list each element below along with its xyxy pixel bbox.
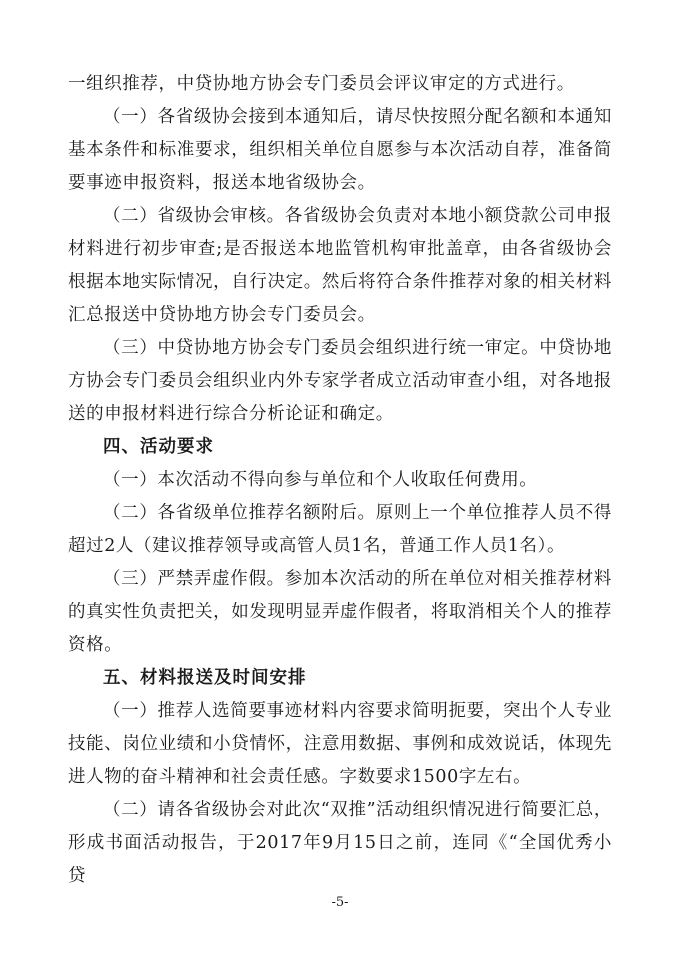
section-heading-4: 四、活动要求 [103, 437, 214, 457]
paragraph-1: 一组织推荐，中贷协地方协会专门委员会评议审定的方式进行。 [68, 74, 575, 94]
paragraph-8: （一）推荐人选简要事迹材料内容要求简明扼要，突出个人专业技能、岗位业绩和小贷情怀，注意用数据、事例和成效说话，体现先进人物的奋斗精神和社会责任感。字数要求1500字左右。 [68, 701, 612, 787]
paragraph-3: （二）省级协会审核。各省级协会负责对本地小额贷款公司申报材料进行初步审查;是否报送本地监管机构审批盖章，由各省级协会根据本地实际情况，自行决定。然后将符合条件推荐对象的相关材料汇总报送中贷协地方协会专门委员会。 [68, 206, 612, 325]
section-heading-5: 五、材料报送及时间安排 [103, 668, 307, 688]
page-number: -5- [331, 895, 349, 910]
paragraph-7: （三）严禁弄虚作假。参加本次活动的所在单位对相关推荐材料的真实性负责把关，如发现明显弄虚作假者，将取消相关个人的推荐资格。 [68, 569, 612, 655]
paragraph-4: （三）中贷协地方协会专门委员会组织进行统一审定。中贷协地方协会专门委员会组织业内外专家学者成立活动审查小组，对各地报送的申报材料进行综合分析论证和确定。 [68, 338, 612, 424]
paragraph-5: （一）本次活动不得向参与单位和个人收取任何费用。 [103, 470, 538, 490]
paragraph-9: （二）请各省级协会对此次“双推”活动组织情况进行简要汇总，形成书面活动报告，于2017年9月15日之前，连同《“全国优秀小贷 [68, 800, 612, 886]
paragraph-2: （一）各省级协会接到本通知后，请尽快按照分配名额和本通知基本条件和标准要求，组织相关单位自愿参与本次活动自荐，准备简要事迹申报资料，报送本地省级协会。 [68, 107, 612, 193]
paragraph-6: （二）各省级单位推荐名额附后。原则上一个单位推荐人员不得超过2人（建议推荐领导或高管人员1名，普通工作人员1名）。 [68, 503, 612, 556]
